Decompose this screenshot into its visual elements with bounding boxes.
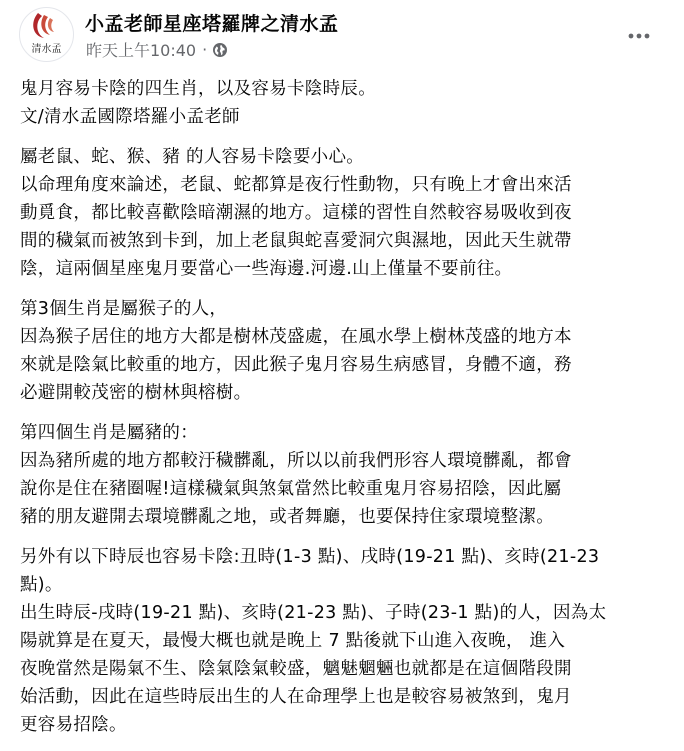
paragraph-intro [20,75,670,131]
text-line: 第四個生肖是屬豬的： [20,423,198,443]
paragraph-hours [20,543,670,739]
text-line: 陰，這兩個星座鬼月要當心一些海邊.河邊.山上僅量不要前往。 [20,259,513,279]
text-line: 陽就算是在夏天，最慢大概也就是晚上 7 點後就下山進入夜晚， 進入 [20,631,566,651]
text-line: 第3個生肖是屬猴子的人， [20,299,228,319]
globe-icon[interactable] [212,42,228,58]
more-horizontal-icon [628,33,650,39]
text-line: 豬的朋友避開去環境髒亂之地，或者舞廳，也要保持住家環境整潔。 [20,507,554,527]
avatar-text: 清水孟 [31,44,62,55]
text-line: 更容易招陰。 [20,715,127,735]
paragraph-rat-snake [20,143,670,283]
text-line: 說你是住在豬圈喔!這樣穢氣與煞氣當然比較重鬼月容易招陰，因此屬 [20,479,562,499]
text-line: 以命理角度來論述，老鼠、蛇都算是夜行性動物，只有晚上才會出來活 [20,175,572,195]
paragraph-monkey [20,295,670,407]
text-line: 文/清水孟國際塔羅小孟老師 [20,107,240,127]
text-line: 因為豬所處的地方都較汙穢髒亂，所以以前我們形容人環境髒亂，都會 [20,451,572,471]
text-line: 動覓食，都比較喜歡陰暗潮濕的地方。這樣的習性自然較容易吸收到夜 [20,203,572,223]
text-line: 因為猴子居住的地方大都是樹林茂盛處，在風水學上樹林茂盛的地方本 [20,327,572,347]
page-name-link[interactable]: 小孟老師星座塔羅牌之清水孟 [85,13,339,35]
text-line: 出生時辰-戌時(19-21 點)、亥時(21-23 點)、子時(23-1 點)的人，因為太 [20,603,607,623]
paragraph-pig [20,419,670,531]
text-line: 間的穢氣而被煞到卡到，加上老鼠與蛇喜愛洞穴與濕地，因此天生就帶 [20,231,572,251]
text-line: 鬼月容易卡陰的四生肖，以及容易卡陰時辰。 [20,79,376,99]
text-line: 另外有以下時辰也容易卡陰:丑時(1-3 點)、戌時(19-21 點)、亥時(21-23 [20,547,600,567]
post-meta [86,38,228,61]
text-line: 屬老鼠、蛇、猴、豬 的人容易卡陰要小心。 [20,147,365,167]
text-line: 始活動，因此在這些時辰出生的人在命理學上也是較容易被煞到，鬼月 [20,687,572,707]
post-timestamp[interactable]: 昨天上午10:40 [86,41,197,60]
post-body [20,75,670,751]
text-line: 必避開較茂密的樹林與榕樹。 [20,383,252,403]
post-header [0,0,684,70]
meta-separator: · [202,40,208,59]
text-line: 來就是陰氣比較重的地方，因此猴子鬼月容易生病感冒，身體不適，務 [20,355,572,375]
page-avatar[interactable] [19,7,74,62]
text-line: 夜晚當然是陽氣不生、陰氣陰氣較盛，魑魅魍魎也就都是在這個階段開 [20,659,572,679]
avatar-logo-icon [20,8,73,61]
text-line: 點)。 [20,575,63,595]
more-options-button[interactable] [619,18,659,54]
